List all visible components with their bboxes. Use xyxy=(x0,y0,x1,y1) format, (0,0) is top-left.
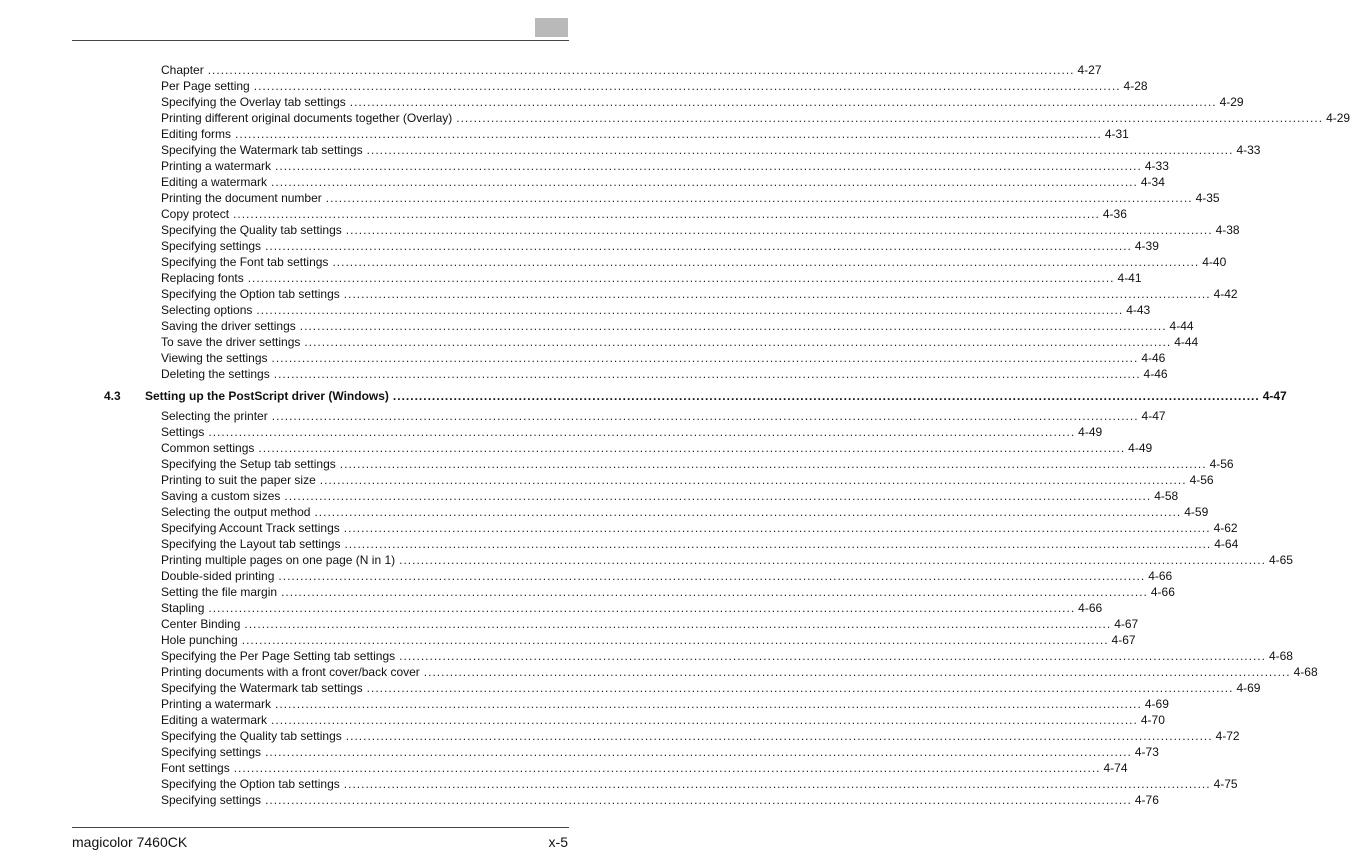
toc-entry-page: 4-33 xyxy=(1144,159,1169,173)
toc-entry-content xyxy=(161,190,1220,206)
toc-entry-page: 4-33 xyxy=(1236,143,1261,157)
toc-entry[interactable] xyxy=(0,792,1159,808)
toc-entry-page: 4-62 xyxy=(1213,521,1238,535)
toc-entry[interactable] xyxy=(0,142,1261,158)
toc-entry-label: Specifying settings xyxy=(161,793,262,807)
toc-entry-page: 4-39 xyxy=(1134,239,1159,253)
dot-leader: ........................................................................................................................................................................................................ xyxy=(271,409,1139,423)
dot-leader: ........................................................................................................................................................................................................ xyxy=(344,537,1212,551)
toc-entry-label: Printing a watermark xyxy=(161,159,272,173)
dot-leader: ........................................................................................................................................................................................................ xyxy=(399,553,1266,567)
toc-entry-page: 4-66 xyxy=(1150,585,1175,599)
toc-entry-label: Setting the file margin xyxy=(161,585,278,599)
dot-leader: ........................................................................................................................................................................................................ xyxy=(343,521,1211,535)
toc-entry-label: Saving a custom sizes xyxy=(161,489,281,503)
toc-entry-label: Specifying settings xyxy=(161,239,262,253)
toc-entry-page: 4-76 xyxy=(1134,793,1159,807)
toc-entry-label: Specifying the Option tab settings xyxy=(161,287,340,301)
toc-entry-page: 4-36 xyxy=(1102,207,1127,221)
dot-leader: ........................................................................................................................................................................................................ xyxy=(241,633,1109,647)
toc-entry-content xyxy=(161,680,1261,696)
toc-entry[interactable] xyxy=(0,520,1238,536)
toc-entry-page: 4-56 xyxy=(1209,457,1234,471)
toc-entry-content xyxy=(161,350,1166,366)
toc-entry[interactable] xyxy=(0,472,1214,488)
dot-leader: ........................................................................................................................................................................................................ xyxy=(399,649,1266,663)
toc-group-2 xyxy=(0,408,1318,808)
dot-leader: ........................................................................................................................................................................................................ xyxy=(233,761,1101,775)
dot-leader: ........................................................................................................................................................................................................ xyxy=(256,303,1124,317)
dot-leader: ........................................................................................................................................................................................................ xyxy=(304,335,1172,349)
toc-entry[interactable] xyxy=(0,238,1159,254)
toc-entry-label: Printing documents with a front cover/back cover xyxy=(161,665,420,679)
toc-entry-content xyxy=(161,270,1142,286)
toc-entry-page: 4-70 xyxy=(1140,713,1165,727)
toc-entry[interactable] xyxy=(0,174,1165,190)
toc-entry[interactable] xyxy=(0,222,1240,238)
table-of-contents xyxy=(0,62,1350,808)
toc-entry-content xyxy=(161,366,1168,382)
toc-entry-page: 4-28 xyxy=(1123,79,1148,93)
dot-leader: ........................................................................................................................................................................................................ xyxy=(314,505,1182,519)
toc-entry-content xyxy=(161,238,1159,254)
toc-entry-content xyxy=(161,792,1159,808)
toc-entry-page: 4-27 xyxy=(1077,63,1102,77)
toc-entry-content xyxy=(161,712,1165,728)
dot-leader: ........................................................................................................................................................................................................ xyxy=(275,697,1142,711)
dot-leader: ........................................................................................................................................................................................................ xyxy=(247,271,1115,285)
toc-entry-label: Selecting the printer xyxy=(161,409,268,423)
dot-leader: ........................................................................................................................................................................................................ xyxy=(207,63,1075,77)
toc-entry-page: 4-44 xyxy=(1174,335,1199,349)
toc-entry-page: 4-46 xyxy=(1143,367,1168,381)
toc-entry-page: 4-29 xyxy=(1219,95,1244,109)
toc-entry-page: 4-34 xyxy=(1140,175,1165,189)
toc-entry-content xyxy=(161,552,1293,568)
toc-entry-content xyxy=(161,584,1175,600)
toc-entry-label: Replacing fonts xyxy=(161,271,244,285)
toc-entry-label: Specifying the Watermark tab settings xyxy=(161,681,363,695)
toc-entry[interactable] xyxy=(0,696,1169,712)
toc-entry[interactable] xyxy=(0,712,1165,728)
toc-entry-label: Specifying the Setup tab settings xyxy=(161,457,336,471)
dot-leader: ........................................................................................................................................................................................................ xyxy=(271,351,1139,365)
toc-entry[interactable] xyxy=(0,334,1199,350)
toc-entry[interactable] xyxy=(0,728,1240,744)
toc-entry[interactable] xyxy=(0,408,1166,424)
toc-entry-content xyxy=(161,776,1238,792)
toc-entry-content xyxy=(161,206,1127,222)
toc-entry[interactable] xyxy=(0,366,1168,382)
dot-leader: ........................................................................................................................................................................................................ xyxy=(345,729,1213,743)
toc-entry-page: 4-49 xyxy=(1128,441,1153,455)
toc-entry[interactable] xyxy=(0,424,1103,440)
toc-entry-label: Printing multiple pages on one page (N in 1) xyxy=(161,553,396,567)
toc-entry-content xyxy=(161,472,1214,488)
dot-leader: ........................................................................................................................................................................................................ xyxy=(265,745,1132,759)
toc-group-1 xyxy=(0,62,1350,382)
toc-entry[interactable] xyxy=(0,286,1238,302)
toc-entry-page: 4-41 xyxy=(1117,271,1142,285)
toc-entry-content xyxy=(161,440,1153,456)
toc-entry-content xyxy=(161,648,1293,664)
toc-entry-content xyxy=(161,78,1148,94)
toc-entry-label: Specifying the Overlay tab settings xyxy=(161,95,346,109)
toc-entry[interactable] xyxy=(0,568,1173,584)
toc-entry[interactable] xyxy=(0,760,1128,776)
toc-entry-page: 4-75 xyxy=(1213,777,1238,791)
toc-entry-content xyxy=(161,760,1128,776)
toc-entry[interactable] xyxy=(0,616,1139,632)
toc-entry-label: Specifying the Watermark tab settings xyxy=(161,143,363,157)
dot-leader: ........................................................................................................................................................................................................ xyxy=(265,793,1132,807)
dot-leader: ........................................................................................................................................................................................................ xyxy=(423,665,1291,679)
toc-entry-content xyxy=(161,94,1244,110)
toc-entry-content xyxy=(161,728,1240,744)
toc-entry[interactable] xyxy=(0,664,1318,680)
dot-leader: ........................................................................................................................................................................................................ xyxy=(208,601,1076,615)
footer-page-number: x-5 xyxy=(548,834,568,850)
toc-entry-label: To save the driver settings xyxy=(161,335,301,349)
toc-entry-page: 4-68 xyxy=(1268,649,1293,663)
toc-entry-content xyxy=(161,222,1240,238)
toc-entry[interactable] xyxy=(0,318,1194,334)
toc-entry-label: Specifying the Quality tab settings xyxy=(161,223,342,237)
toc-entry[interactable] xyxy=(0,632,1136,648)
toc-entry[interactable] xyxy=(0,504,1209,520)
toc-entry-label: Selecting the output method xyxy=(161,505,311,519)
toc-entry-content xyxy=(161,142,1261,158)
dot-leader: ........................................................................................................................................................................................................ xyxy=(366,143,1234,157)
dot-leader: ........................................................................................................................................................................................................ xyxy=(332,255,1200,269)
toc-entry-content xyxy=(161,408,1166,424)
dot-leader: ........................................................................................................................................................................................................ xyxy=(392,389,1260,403)
toc-entry[interactable] xyxy=(0,158,1169,174)
toc-entry-label: Specifying the Font tab settings xyxy=(161,255,329,269)
toc-entry-page: 4-49 xyxy=(1078,425,1103,439)
footer-rule xyxy=(72,827,569,828)
toc-entry[interactable] xyxy=(0,600,1103,616)
toc-entry-label: Printing the document number xyxy=(161,191,322,205)
toc-entry[interactable] xyxy=(0,776,1238,792)
toc-entry-label: Printing different original documents together (Overlay) xyxy=(161,111,453,125)
dot-leader: ........................................................................................................................................................................................................ xyxy=(275,159,1142,173)
section-entry xyxy=(145,387,1287,405)
toc-entry-content xyxy=(161,286,1238,302)
toc-entry-page: 4-58 xyxy=(1154,489,1179,503)
toc-entry-page: 4-40 xyxy=(1202,255,1227,269)
toc-entry-page: 4-56 xyxy=(1189,473,1214,487)
toc-entry-page: 4-69 xyxy=(1236,681,1261,695)
toc-entry-page: 4-47 xyxy=(1141,409,1166,423)
toc-entry-page: 4-68 xyxy=(1293,665,1318,679)
toc-entry-page: 4-29 xyxy=(1326,111,1350,125)
toc-entry-page: 4-74 xyxy=(1103,761,1128,775)
dot-leader: ........................................................................................................................................................................................................ xyxy=(281,585,1148,599)
toc-entry-content xyxy=(161,456,1234,472)
dot-leader: ........................................................................................................................................................................................................ xyxy=(271,175,1138,189)
toc-entry-label: Double-sided printing xyxy=(161,569,275,583)
toc-entry-label: Printing a watermark xyxy=(161,697,272,711)
dot-leader: ........................................................................................................................................................................................................ xyxy=(273,367,1141,381)
toc-section-heading[interactable] xyxy=(0,387,1287,405)
toc-entry[interactable] xyxy=(0,78,1148,94)
toc-entry-content xyxy=(161,488,1179,504)
dot-leader: ........................................................................................................................................................................................................ xyxy=(366,681,1234,695)
toc-entry-page: 4-73 xyxy=(1134,745,1159,759)
toc-entry[interactable] xyxy=(0,744,1159,760)
dot-leader: ........................................................................................................................................................................................................ xyxy=(343,287,1211,301)
toc-entry[interactable] xyxy=(0,126,1129,142)
toc-entry-label: Copy protect xyxy=(161,207,230,221)
dot-leader: ........................................................................................................................................................................................................ xyxy=(244,617,1112,631)
dot-leader: ........................................................................................................................................................................................................ xyxy=(299,319,1167,333)
toc-entry-page: 4-46 xyxy=(1141,351,1166,365)
toc-entry-content xyxy=(161,174,1165,190)
toc-entry-label: Hole punching xyxy=(161,633,238,647)
toc-entry-label: Specifying settings xyxy=(161,745,262,759)
toc-entry-page: 4-35 xyxy=(1195,191,1220,205)
dot-leader: ........................................................................................................................................................................................................ xyxy=(271,713,1138,727)
dot-leader: ........................................................................................................................................................................................................ xyxy=(349,95,1217,109)
toc-entry[interactable] xyxy=(0,536,1239,552)
dot-leader: ........................................................................................................................................................................................................ xyxy=(208,425,1076,439)
toc-entry-label: Specifying the Option tab settings xyxy=(161,777,340,791)
header-corner-tab xyxy=(535,18,568,37)
toc-entry-label: Editing a watermark xyxy=(161,175,268,189)
toc-entry-content xyxy=(161,536,1239,552)
section-number: 4.3 xyxy=(104,389,121,403)
dot-leader: ........................................................................................................................................................................................................ xyxy=(265,239,1132,253)
toc-entry[interactable] xyxy=(0,302,1151,318)
toc-entry-content xyxy=(161,616,1139,632)
toc-entry-page: 4-59 xyxy=(1184,505,1209,519)
toc-entry-page: 4-67 xyxy=(1114,617,1139,631)
toc-entry-content xyxy=(161,600,1103,616)
toc-entry[interactable] xyxy=(0,254,1227,270)
toc-entry-content xyxy=(161,158,1169,174)
toc-entry-label: Specifying Account Track settings xyxy=(161,521,340,535)
dot-leader: ........................................................................................................................................................................................................ xyxy=(343,777,1211,791)
toc-entry-label: Selecting options xyxy=(161,303,253,317)
toc-entry[interactable] xyxy=(0,488,1179,504)
toc-entry[interactable] xyxy=(0,110,1350,126)
toc-entry-label: Chapter xyxy=(161,63,204,77)
toc-entry[interactable] xyxy=(0,270,1142,286)
header-rule xyxy=(72,40,569,41)
toc-entry-content xyxy=(161,110,1350,126)
toc-entry-page: 4-65 xyxy=(1268,553,1293,567)
toc-entry-label: Settings xyxy=(161,425,205,439)
toc-entry-label: Per Page setting xyxy=(161,79,250,93)
toc-entry-label: Font settings xyxy=(161,761,230,775)
toc-entry-label: Saving the driver settings xyxy=(161,319,296,333)
toc-entry-label: Center Binding xyxy=(161,617,241,631)
toc-entry-label: Deleting the settings xyxy=(161,367,270,381)
toc-entry-page: 4-44 xyxy=(1169,319,1194,333)
toc-entry-page: 4-43 xyxy=(1126,303,1151,317)
dot-leader: ........................................................................................................................................................................................................ xyxy=(258,441,1126,455)
toc-entry-content xyxy=(161,744,1159,760)
dot-leader: ........................................................................................................................................................................................................ xyxy=(325,191,1193,205)
footer-product-name: magicolor 7460CK xyxy=(72,834,188,850)
toc-entry-page: 4-31 xyxy=(1104,127,1129,141)
dot-leader: ........................................................................................................................................................................................................ xyxy=(253,79,1121,93)
toc-entry-label: Editing a watermark xyxy=(161,713,268,727)
dot-leader: ........................................................................................................................................................................................................ xyxy=(235,127,1102,141)
toc-entry-page: 4-66 xyxy=(1148,569,1173,583)
toc-entry-content xyxy=(161,334,1199,350)
toc-entry-page: 4-69 xyxy=(1144,697,1169,711)
toc-entry-label: Editing forms xyxy=(161,127,232,141)
toc-entry-page: 4-64 xyxy=(1214,537,1239,551)
toc-entry[interactable] xyxy=(0,584,1175,600)
toc-entry-label: Common settings xyxy=(161,441,255,455)
toc-entry[interactable] xyxy=(0,440,1153,456)
toc-entry[interactable] xyxy=(0,680,1261,696)
toc-entry-content xyxy=(161,126,1129,142)
toc-entry[interactable] xyxy=(0,456,1234,472)
toc-entry-content xyxy=(161,318,1194,334)
toc-entry[interactable] xyxy=(0,190,1220,206)
toc-entry[interactable] xyxy=(0,648,1293,664)
toc-entry-content xyxy=(161,424,1103,440)
toc-entry-content xyxy=(161,504,1209,520)
toc-entry-page: 4-38 xyxy=(1215,223,1240,237)
toc-entry-label: Specifying the Quality tab settings xyxy=(161,729,342,743)
dot-leader: ........................................................................................................................................................................................................ xyxy=(278,569,1146,583)
toc-entry[interactable] xyxy=(0,552,1293,568)
dot-leader: ........................................................................................................................................................................................................ xyxy=(339,457,1207,471)
toc-entry-label: Printing to suit the paper size xyxy=(161,473,316,487)
toc-entry-label: Stapling xyxy=(161,601,205,615)
section-title: Setting up the PostScript driver (Windows) xyxy=(145,389,389,403)
toc-entry[interactable] xyxy=(0,206,1127,222)
toc-entry-content xyxy=(161,254,1227,270)
toc-entry-label: Specifying the Layout tab settings xyxy=(161,537,341,551)
toc-entry-page: 4-72 xyxy=(1215,729,1240,743)
toc-entry-label: Viewing the settings xyxy=(161,351,268,365)
toc-entry-content xyxy=(161,696,1169,712)
section-page: 4-47 xyxy=(1262,389,1287,403)
toc-entry-page: 4-66 xyxy=(1078,601,1103,615)
toc-entry-content xyxy=(161,520,1238,536)
toc-entry[interactable] xyxy=(0,94,1244,110)
dot-leader: ........................................................................................................................................................................................................ xyxy=(456,111,1324,125)
toc-entry[interactable] xyxy=(0,350,1166,366)
dot-leader: ........................................................................................................................................................................................................ xyxy=(284,489,1152,503)
toc-entry-content xyxy=(161,664,1318,680)
toc-entry-content xyxy=(161,568,1173,584)
toc-entry-content xyxy=(161,632,1136,648)
toc-entry-page: 4-42 xyxy=(1213,287,1238,301)
toc-entry-content xyxy=(161,302,1151,318)
dot-leader: ........................................................................................................................................................................................................ xyxy=(233,207,1100,221)
dot-leader: ........................................................................................................................................................................................................ xyxy=(319,473,1187,487)
toc-entry-page: 4-67 xyxy=(1111,633,1136,647)
dot-leader: ........................................................................................................................................................................................................ xyxy=(345,223,1213,237)
toc-entry-content xyxy=(161,62,1102,78)
toc-entry[interactable] xyxy=(0,62,1102,78)
toc-entry-label: Specifying the Per Page Setting tab settings xyxy=(161,649,396,663)
